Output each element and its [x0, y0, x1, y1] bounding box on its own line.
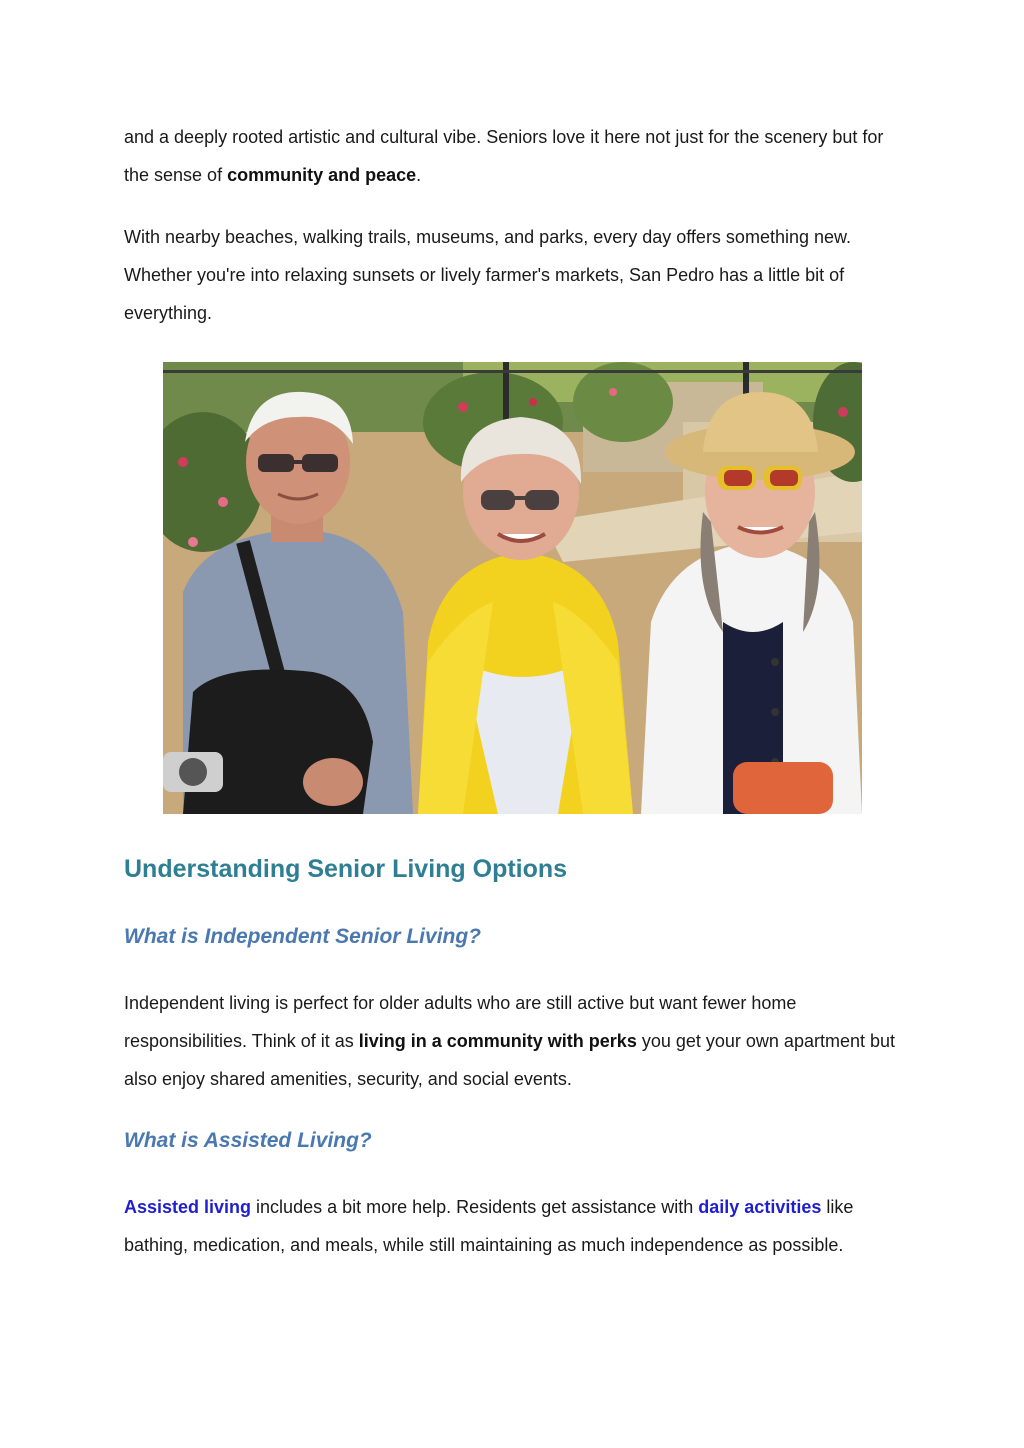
assisted-living-heading: What is Assisted Living?: [124, 1129, 372, 1152]
daily-activities-link[interactable]: daily activities: [698, 1197, 822, 1217]
intro-p1-bold: community and peace: [227, 165, 417, 185]
intro-paragraph-1: [124, 118, 904, 194]
independent-living-heading: What is Independent Senior Living?: [124, 925, 482, 948]
independent-living-paragraph: [124, 984, 904, 1098]
independent-text-bold: living in a community with perks: [358, 1031, 637, 1051]
assisted-living-paragraph: [124, 1188, 904, 1264]
intro-p1-text-start: and a deeply rooted artistic and cultural vibe. Seniors love it here not just for the scenery but for the sense of: [124, 127, 884, 185]
independent-text-end: you get your own apartment but also enjoy shared amenities, security, and social events.: [124, 1031, 895, 1089]
assisted-text-mid: includes a bit more help. Residents get assistance with: [251, 1197, 699, 1217]
assisted-text-end: like bathing, medication, and meals, while still maintaining as much independence as possible.: [124, 1197, 854, 1255]
intro-paragraph-2: With nearby beaches, walking trails, museums, and parks, every day offers something new. Whether you're into relaxing sunsets or lively farmer's markets, San Pedro has a little bit of everything.: [124, 227, 852, 323]
assisted-living-link[interactable]: Assisted living: [124, 1197, 252, 1217]
section-title: Understanding Senior Living Options: [124, 855, 568, 883]
seniors-photo: [163, 362, 862, 814]
intro-p1-text-end: .: [416, 165, 422, 185]
seniors-photo-illustration: [163, 362, 862, 814]
document-page: [124, 118, 904, 1264]
independent-text-start: Independent living is perfect for older adults who are still active but want fewer home responsibilities. Think of it as: [124, 993, 797, 1051]
